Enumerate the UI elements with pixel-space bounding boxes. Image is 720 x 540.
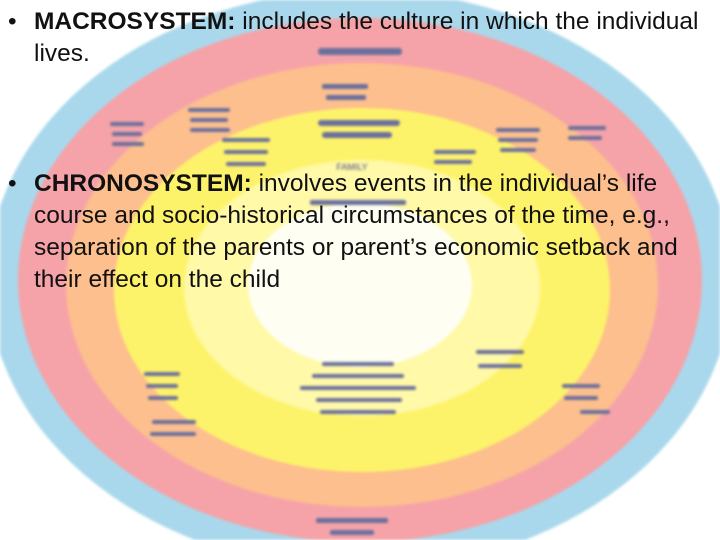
bullet-term: CHRONOSYSTEM: bbox=[34, 170, 259, 197]
bullet-term: MACROSYSTEM: bbox=[34, 8, 243, 35]
bullet-list bbox=[8, 0, 714, 296]
bullet-text: includes the culture in which the individual lives. bbox=[34, 8, 699, 67]
bullet-chronosystem bbox=[8, 168, 714, 296]
bullet-macrosystem bbox=[8, 6, 714, 70]
bullet-marker: • bbox=[8, 8, 17, 35]
bullet-marker: • bbox=[8, 170, 17, 197]
bullet-text: involves events in the individual’s life course and socio-historical circumstances of the time, e.g., separation of the parents or parent’s economic setback and their effect on the child bbox=[34, 170, 678, 293]
family-label: FAMILY bbox=[336, 162, 368, 172]
